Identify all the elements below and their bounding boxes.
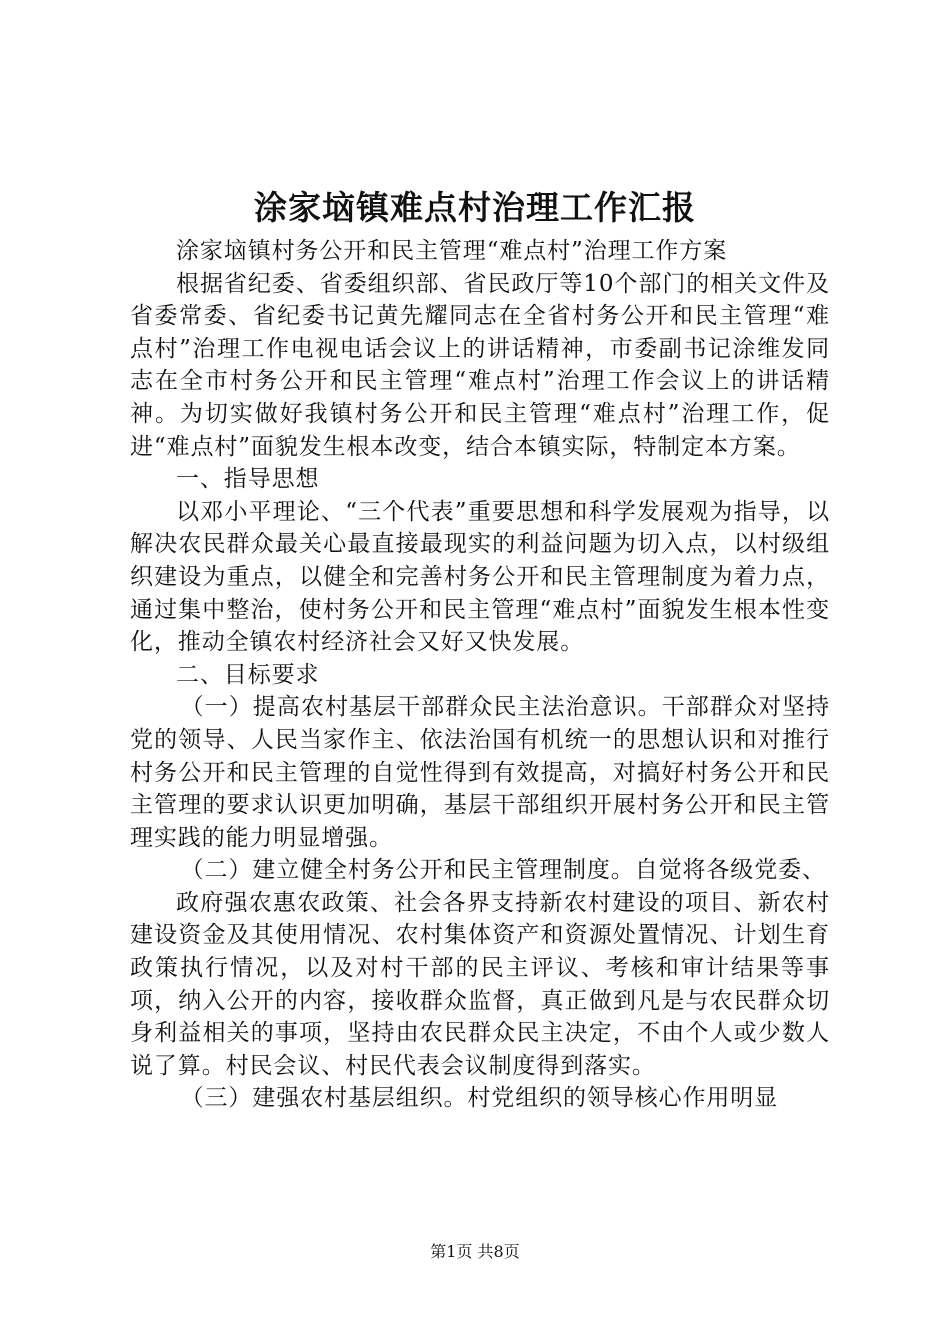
page-footer: 第1页 共8页 xyxy=(430,1242,520,1261)
document-title: 涂家垴镇难点村治理工作汇报 xyxy=(254,188,696,227)
goal-item-1: （一）提高农村基层干部群众民主法治意识。干部群众对坚持党的领导、人民当家作主、依法治国有机统一的思想认识和对推行村务公开和民主管理的自觉性得到有效提高，对搞好村务公开和民主管理的要求认识更加明确，基层干部组织开展村务公开和民主管理实践的能力明显增强。 xyxy=(130,694,830,851)
section-heading-guiding-thought: 一、指导思想 xyxy=(176,466,320,493)
goal-item-3: （三）建强农村基层组织。村党组织的领导核心作用明显 xyxy=(180,1085,779,1112)
section-heading-goals: 二、目标要求 xyxy=(176,661,320,688)
plan-subtitle: 涂家垴镇村务公开和民主管理“难点村”治理工作方案 xyxy=(176,238,728,264)
intro-paragraph: 根据省纪委、省委组织部、省民政厅等10个部门的相关文件及省委常委、省纪委书记黄先耀同志在全省村务公开和民主管理“难点村”治理工作电视电话会议上的讲话精神，市委副书记涂维发同志在全市村务公开和民主管理“难点村”治理工作会议上的讲话精神。为切实做好我镇村务公开和民主管理“难点村”治理工作，促进“难点村”面貌发生根本改变，结合本镇实际，特制定本方案。 xyxy=(130,270,830,460)
goal-item-2-continued: 政府强农惠农政策、社会各界支持新农村建设的项目、新农村建设资金及其使用情况、农村集体资产和资源处置情况、计划生育政策执行情况，以及对村干部的民主评议、考核和审计结果等事项，纳入公开的内容，接收群众监督，真正做到凡是与农民群众切身利益相关的事项，坚持由农民群众民主决定，不由个人或少数人说了算。村民会议、村民代表会议制度得到落实。 xyxy=(130,889,830,1079)
guiding-thought-paragraph: 以邓小平理论、“三个代表”重要思想和科学发展观为指导，以解决农民群众最关心最直接最现实的利益问题为切入点，以村级组织建设为重点，以健全和完善村务公开和民主管理制度为着力点，通过集中整治，使村务公开和民主管理“难点村”面貌发生根本性变化，推动全镇农村经济社会又好又快发展。 xyxy=(130,498,830,656)
goal-item-2: （二）建立健全村务公开和民主管理制度。自觉将各级党委、 xyxy=(180,857,826,884)
document-body xyxy=(130,235,830,1115)
